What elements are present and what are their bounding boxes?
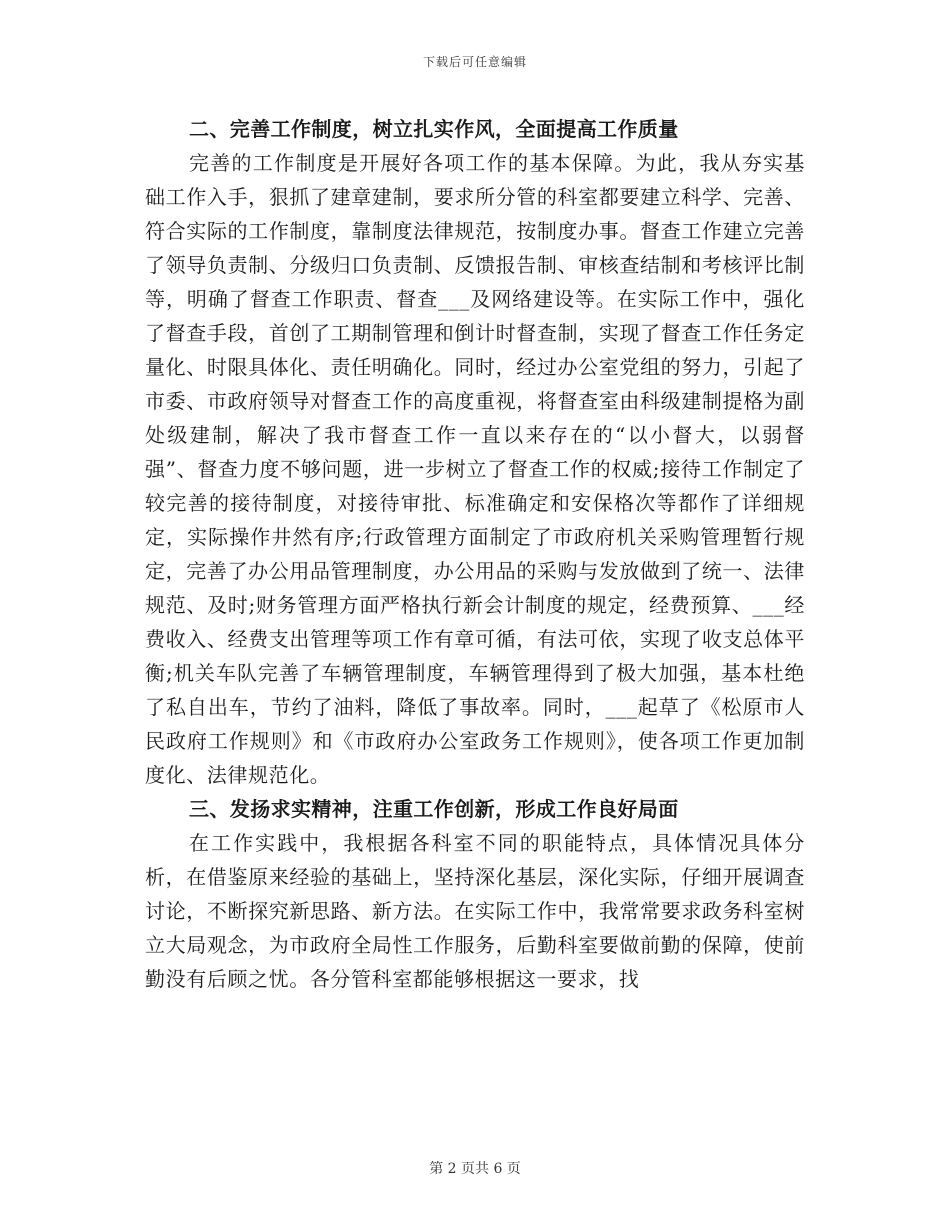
page-header: 下载后可任意编辑 — [422, 55, 527, 69]
document-body — [145, 112, 805, 996]
section-paragraph: 在工作实践中，我根据各科室不同的职能特点，具体情况具体分析，在借鉴原来经验的基础上，坚持深化基层，深化实际，仔细开展调查讨论，不断探究新思路、新方法。在实际工作中，我常常要求政务科室树立大局观念，为市政府全局性工作服务，后勤科室要做前勤的保障，使前勤没有后顾之忧。各分管科室都能够根据这一要求，找 — [145, 831, 805, 991]
page-footer: 第 2 页共 6 页 — [429, 1161, 521, 1177]
section-heading: 二、完善工作制度，树立扎实作风，全面提高工作质量 — [189, 117, 679, 141]
section-heading: 三、发扬求实精神，注重工作创新，形成工作良好局面 — [189, 797, 679, 821]
section-paragraph: 完善的工作制度是开展好各项工作的基本保障。为此，我从夯实基础工作入手，狠抓了建章建制，要求所分管的科室都要建立科学、完善、符合实际的工作制度，靠制度法律规范，按制度办事。督查工作建立完善了领导负责制、分级归口负责制、反馈报告制、审核查结制和考核评比制等，明确了督查工作职责、督查___及网络建设等。在实际工作中，强化了督查手段，首创了工期制管理和倒计时督查制，实现了督查工作任务定量化、时限具体化、责任明确化。同时，经过办公室党组的努力，引起了市委、市政府领导对督查工作的高度重视，将督查室由科级建制提格为副处级建制，解决了我市督查工作一直以来存在的“以小督大，以弱督强”、督查力度不够问题，进一步树立了督查工作的权威;接待工作制定了较完善的接待制度，对接待审批、标准确定和安保格次等都作了详细规定，实际操作井然有序;行政管理方面制定了市政府机关采购管理暂行规定，完善了办公用品管理制度，办公用品的采购与发放做到了统一、法律规范、及时;财务管理方面严格执行新会计制度的规定，经费预算、___经费收入、经费支出管理等项工作有章可循，有法可依，实现了收支总体平衡;机关车队完善了车辆管理制度，车辆管理得到了极大加强，基本杜绝了私自出车，节约了油料，降低了事故率。同时，___起草了《松原市人民政府工作规则》和《市政府办公室政务工作规则》，使各项工作更加制度化、法律规范化。 — [145, 151, 805, 787]
